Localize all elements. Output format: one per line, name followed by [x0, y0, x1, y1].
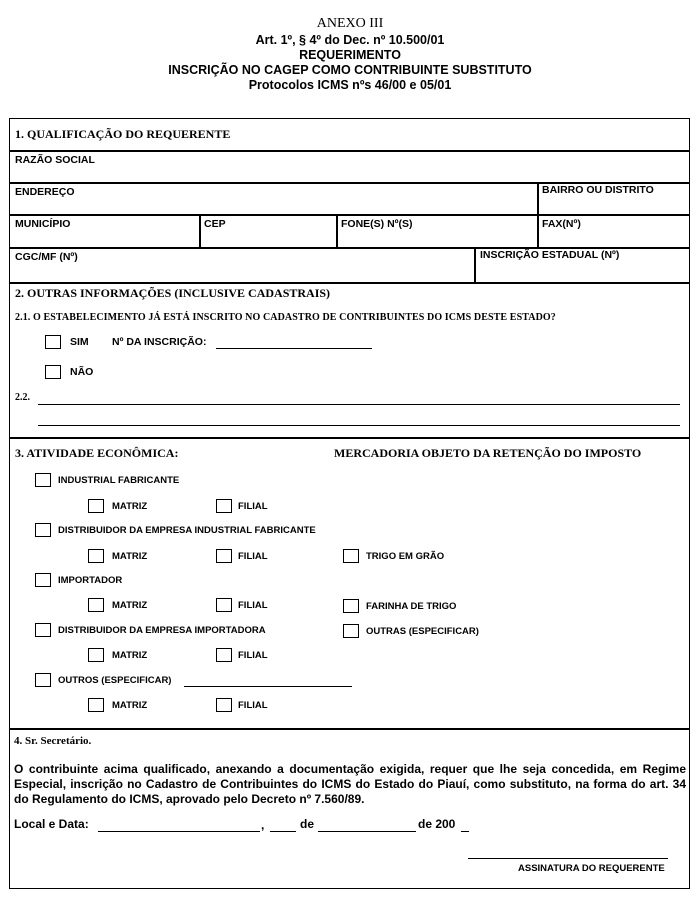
month-field[interactable] — [318, 831, 416, 832]
question-2-1: 2.1. O ESTABELECIMENTO JÁ ESTÁ INSCRITO NO CADASTRO DE CONTRIBUINTES DO ICMS DESTE ESTADO? — [15, 312, 556, 323]
importador-filial-label: FILIAL — [238, 600, 268, 611]
outros-filial-checkbox[interactable] — [216, 698, 232, 712]
section1-title: 1. QUALIFICAÇÃO DO REQUERENTE — [15, 127, 231, 141]
outros-matriz-checkbox[interactable] — [88, 698, 104, 712]
item-2-2-label: 2.2. — [15, 392, 30, 403]
razao-social-field[interactable] — [14, 168, 684, 180]
bairro-label: BAIRRO OU DISTRITO — [542, 184, 654, 196]
request-title: REQUERIMENTO — [299, 48, 401, 62]
importador-matriz-label: MATRIZ — [112, 600, 148, 611]
outros-specify-field[interactable] — [184, 686, 352, 687]
local-data-label: Local e Data: — [14, 817, 89, 831]
fone-field[interactable] — [340, 232, 534, 244]
outros-filial-label: FILIAL — [238, 700, 268, 711]
section4-title: 4. Sr. Secretário. — [14, 735, 92, 747]
distribuidor-industrial-filial-checkbox[interactable] — [216, 549, 232, 563]
distribuidor-industrial-matriz-checkbox[interactable] — [88, 549, 104, 563]
inscricao-estadual-label: INSCRIÇÃO ESTADUAL (Nº) — [480, 249, 620, 261]
inscricao-estadual-field[interactable] — [479, 265, 685, 279]
distribuidor-industrial-filial-label: FILIAL — [238, 551, 268, 562]
signature-label: ASSINATURA DO REQUERENTE — [518, 863, 665, 874]
annex-title: ANEXO III — [316, 16, 384, 31]
sim-label: SIM — [70, 336, 89, 348]
nao-label: NÃO — [70, 366, 94, 378]
protocols-line: Protocolos ICMS nºs 46/00 e 05/01 — [248, 78, 452, 92]
item-2-2-line-2[interactable] — [38, 425, 680, 426]
section2-title: 2. OUTRAS INFORMAÇÕES (INCLUSIVE CADASTRAIS) — [15, 286, 331, 300]
importador-matriz-checkbox[interactable] — [88, 598, 104, 612]
cgc-label: CGC/MF (Nº) — [15, 251, 78, 263]
request-paragraph: O contribuinte acima qualificado, anexando a documentação exigida, requer que lhe seja concedida, em Regime Especial, inscrição no Cadastro de Contribuintes do ICMS do Estado do Piauí, como substituto, na forma do art. 34 do Regulamento do ICMS, aprovado pelo Decreto nº 7.560/89. — [14, 762, 686, 806]
industrial-label: INDUSTRIAL FABRICANTE — [58, 475, 180, 486]
outros-checkbox[interactable] — [35, 673, 51, 687]
razao-social-label: RAZÃO SOCIAL — [15, 154, 95, 166]
local-field[interactable] — [98, 831, 260, 832]
mercadoria-title: MERCADORIA OBJETO DA RETENÇÃO DO IMPOSTO — [334, 446, 642, 460]
outros-label: OUTROS (ESPECIFICAR) — [58, 675, 172, 686]
distribuidor-importadora-filial-label: FILIAL — [238, 650, 268, 661]
date-comma: , — [261, 818, 265, 832]
farinha-checkbox[interactable] — [343, 599, 359, 613]
sim-checkbox[interactable] — [45, 335, 61, 349]
outros-matriz-label: MATRIZ — [112, 700, 148, 711]
importador-label: IMPORTADOR — [58, 575, 123, 586]
numero-inscricao-label: Nº DA INSCRIÇÃO: — [112, 336, 207, 348]
signature-line[interactable] — [468, 858, 668, 859]
industrial-filial-checkbox[interactable] — [216, 499, 232, 513]
industrial-matriz-label: MATRIZ — [112, 501, 148, 512]
trigo-checkbox[interactable] — [343, 549, 359, 563]
distribuidor-industrial-matriz-label: MATRIZ — [112, 551, 148, 562]
day-field[interactable] — [270, 831, 296, 832]
distribuidor-importadora-matriz-label: MATRIZ — [112, 650, 148, 661]
fax-field[interactable] — [541, 232, 685, 244]
distribuidor-importadora-filial-checkbox[interactable] — [216, 648, 232, 662]
cgc-field[interactable] — [14, 265, 469, 279]
section3-title: 3. ATIVIDADE ECONÔMICA: — [15, 446, 179, 460]
endereco-field[interactable] — [14, 198, 534, 212]
trigo-label: TRIGO EM GRÃO — [366, 551, 445, 562]
subject-title: INSCRIÇÃO NO CAGEP COMO CONTRIBUINTE SUBSTITUTO — [168, 63, 532, 77]
numero-inscricao-field[interactable] — [216, 348, 372, 349]
endereco-label: ENDEREÇO — [15, 186, 75, 198]
municipio-field[interactable] — [14, 232, 196, 244]
de-label-1: de — [300, 817, 315, 831]
fone-label: FONE(S) Nº(S) — [341, 218, 413, 230]
item-2-2-line-1[interactable] — [38, 404, 680, 405]
farinha-label: FARINHA DE TRIGO — [366, 601, 457, 612]
cep-field[interactable] — [203, 232, 333, 244]
outras-checkbox[interactable] — [343, 624, 359, 638]
industrial-checkbox[interactable] — [35, 473, 51, 487]
municipio-label: MUNICÍPIO — [15, 218, 71, 230]
industrial-matriz-checkbox[interactable] — [88, 499, 104, 513]
distribuidor-importadora-checkbox[interactable] — [35, 623, 51, 637]
distribuidor-industrial-checkbox[interactable] — [35, 523, 51, 537]
outras-label: OUTRAS (ESPECIFICAR) — [366, 626, 479, 637]
importador-filial-checkbox[interactable] — [216, 598, 232, 612]
bairro-field[interactable] — [541, 198, 685, 212]
article-reference: Art. 1º, § 4º do Dec. nº 10.500/01 — [255, 33, 445, 47]
year-field[interactable] — [461, 831, 469, 832]
distribuidor-importadora-matriz-checkbox[interactable] — [88, 648, 104, 662]
distribuidor-industrial-label: DISTRIBUIDOR DA EMPRESA INDUSTRIAL FABRICANTE — [58, 525, 316, 536]
distribuidor-importadora-label: DISTRIBUIDOR DA EMPRESA IMPORTADORA — [58, 625, 266, 636]
fax-label: FAX(Nº) — [542, 218, 581, 230]
de-label-2: de 200 — [418, 817, 456, 831]
industrial-filial-label: FILIAL — [238, 501, 268, 512]
nao-checkbox[interactable] — [45, 365, 61, 379]
cep-label: CEP — [204, 218, 226, 230]
importador-checkbox[interactable] — [35, 573, 51, 587]
